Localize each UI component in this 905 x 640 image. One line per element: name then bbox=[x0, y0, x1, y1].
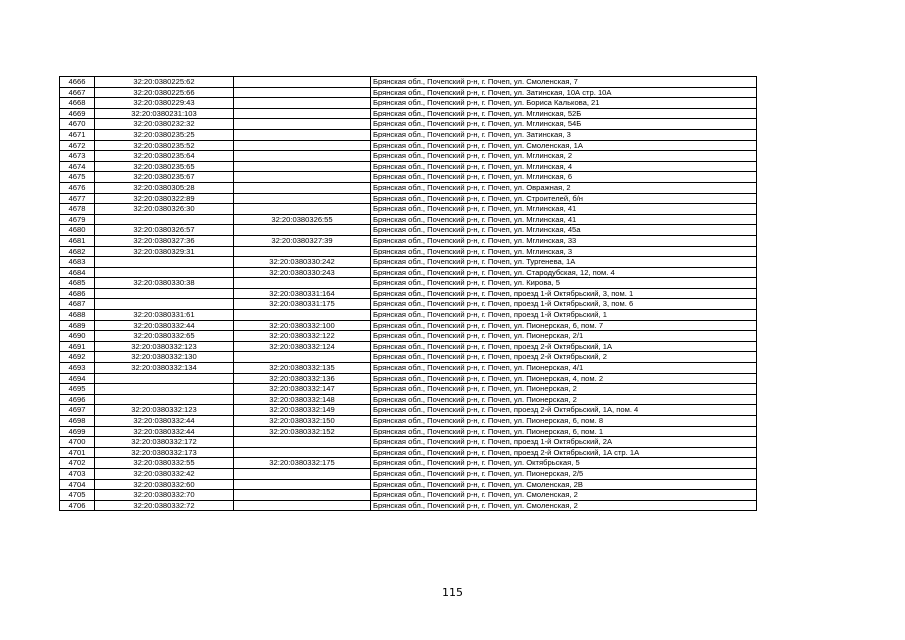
address-cell: Брянская обл., Почепский р-н, г. Почеп, ул. Мглинская, 54Б bbox=[371, 119, 757, 130]
row-number-cell: 4677 bbox=[60, 193, 95, 204]
address-cell: Брянская обл., Почепский р-н, г. Почеп, ул. Смоленская, 2В bbox=[371, 479, 757, 490]
table-row bbox=[60, 310, 757, 321]
row-number-cell: 4688 bbox=[60, 310, 95, 321]
address-cell: Брянская обл., Почепский р-н, г. Почеп, ул. Пионерская, 2 bbox=[371, 394, 757, 405]
address-cell: Брянская обл., Почепский р-н, г. Почеп, ул. Мглинская, 41 bbox=[371, 214, 757, 225]
row-number-cell: 4693 bbox=[60, 363, 95, 374]
cadastral-number-cell: 32:20:0380329:31 bbox=[95, 246, 234, 257]
row-number-cell: 4703 bbox=[60, 468, 95, 479]
row-number-cell: 4666 bbox=[60, 77, 95, 88]
table-row bbox=[60, 384, 757, 395]
table-row bbox=[60, 129, 757, 140]
address-cell: Брянская обл., Почепский р-н, г. Почеп, ул. Пионерская, 4, пом. 2 bbox=[371, 373, 757, 384]
cadastral-number-cell: 32:20:0380326:57 bbox=[95, 225, 234, 236]
cadastral-number-cell: 32:20:0380330:38 bbox=[95, 278, 234, 289]
address-cell: Брянская обл., Почепский р-н, г. Почеп, ул. Мглинская, 52Б bbox=[371, 108, 757, 119]
table-row bbox=[60, 500, 757, 511]
table-row bbox=[60, 257, 757, 268]
cadastral-number-cell: 32:20:0380332:130 bbox=[95, 352, 234, 363]
address-cell: Брянская обл., Почепский р-н, г. Почеп, проезд 1-й Октябрьский, 3, пом. 1 bbox=[371, 288, 757, 299]
related-cadastral-number-cell bbox=[234, 479, 371, 490]
table-row bbox=[60, 405, 757, 416]
cadastral-number-cell: 32:20:0380235:64 bbox=[95, 151, 234, 162]
related-cadastral-number-cell bbox=[234, 278, 371, 289]
row-number-cell: 4667 bbox=[60, 87, 95, 98]
related-cadastral-number-cell bbox=[234, 108, 371, 119]
table-row bbox=[60, 161, 757, 172]
related-cadastral-number-cell bbox=[234, 119, 371, 130]
cadastral-number-cell: 32:20:0380235:52 bbox=[95, 140, 234, 151]
cadastral-number-cell: 32:20:0380332:134 bbox=[95, 363, 234, 374]
row-number-cell: 4669 bbox=[60, 108, 95, 119]
related-cadastral-number-cell bbox=[234, 140, 371, 151]
cadastral-number-cell: 32:20:0380332:42 bbox=[95, 468, 234, 479]
cadastral-number-cell: 32:20:0380235:25 bbox=[95, 129, 234, 140]
address-cell: Брянская обл., Почепский р-н, г. Почеп, проезд 2-й Октябрьский, 1А bbox=[371, 341, 757, 352]
related-cadastral-number-cell: 32:20:0380332:122 bbox=[234, 331, 371, 342]
cadastral-number-cell: 32:20:0380332:44 bbox=[95, 320, 234, 331]
address-cell: Брянская обл., Почепский р-н, г. Почеп, ул. Смоленская, 2 bbox=[371, 500, 757, 511]
row-number-cell: 4681 bbox=[60, 235, 95, 246]
table-row bbox=[60, 204, 757, 215]
row-number-cell: 4690 bbox=[60, 331, 95, 342]
related-cadastral-number-cell bbox=[234, 246, 371, 257]
address-cell: Брянская обл., Почепский р-н, г. Почеп, ул. Пионерская, 2 bbox=[371, 384, 757, 395]
address-cell: Брянская обл., Почепский р-н, г. Почеп, ул. Пионерская, 2/5 bbox=[371, 468, 757, 479]
table-row bbox=[60, 77, 757, 88]
address-cell: Брянская обл., Почепский р-н, г. Почеп, проезд 2-й Октябрьский, 2 bbox=[371, 352, 757, 363]
related-cadastral-number-cell: 32:20:0380332:152 bbox=[234, 426, 371, 437]
related-cadastral-number-cell: 32:20:0380330:242 bbox=[234, 257, 371, 268]
cadastral-number-cell bbox=[95, 394, 234, 405]
cadastral-number-cell: 32:20:0380332:123 bbox=[95, 405, 234, 416]
related-cadastral-number-cell bbox=[234, 490, 371, 501]
row-number-cell: 4699 bbox=[60, 426, 95, 437]
table-row bbox=[60, 426, 757, 437]
table-body bbox=[60, 77, 757, 511]
table-row bbox=[60, 468, 757, 479]
related-cadastral-number-cell: 32:20:0380332:100 bbox=[234, 320, 371, 331]
address-cell: Брянская обл., Почепский р-н, г. Почеп, ул. Мглинская, 41 bbox=[371, 204, 757, 215]
related-cadastral-number-cell bbox=[234, 447, 371, 458]
address-cell: Брянская обл., Почепский р-н, г. Почеп, ул. Мглинская, 6 bbox=[371, 172, 757, 183]
row-number-cell: 4687 bbox=[60, 299, 95, 310]
address-cell: Брянская обл., Почепский р-н, г. Почеп, проезд 1-й Октябрьский, 1 bbox=[371, 310, 757, 321]
table-row bbox=[60, 140, 757, 151]
row-number-cell: 4696 bbox=[60, 394, 95, 405]
row-number-cell: 4684 bbox=[60, 267, 95, 278]
table-row bbox=[60, 172, 757, 183]
address-cell: Брянская обл., Почепский р-н, г. Почеп, проезд 1-й Октябрьский, 2А bbox=[371, 437, 757, 448]
cadastral-number-cell: 32:20:0380332:172 bbox=[95, 437, 234, 448]
table-row bbox=[60, 108, 757, 119]
cadastral-number-cell bbox=[95, 384, 234, 395]
row-number-cell: 4701 bbox=[60, 447, 95, 458]
address-cell: Брянская обл., Почепский р-н, г. Почеп, ул. Тургенева, 1А bbox=[371, 257, 757, 268]
related-cadastral-number-cell: 32:20:0380332:147 bbox=[234, 384, 371, 395]
related-cadastral-number-cell bbox=[234, 204, 371, 215]
related-cadastral-number-cell: 32:20:0380330:243 bbox=[234, 267, 371, 278]
related-cadastral-number-cell: 32:20:0380332:149 bbox=[234, 405, 371, 416]
address-cell: Брянская обл., Почепский р-н, г. Почеп, ул. Мглинская, 4 bbox=[371, 161, 757, 172]
cadastral-number-cell: 32:20:0380235:67 bbox=[95, 172, 234, 183]
cadastral-number-cell bbox=[95, 257, 234, 268]
cadastral-number-cell: 32:20:0380332:65 bbox=[95, 331, 234, 342]
row-number-cell: 4673 bbox=[60, 151, 95, 162]
row-number-cell: 4691 bbox=[60, 341, 95, 352]
related-cadastral-number-cell bbox=[234, 161, 371, 172]
cadastral-number-cell bbox=[95, 288, 234, 299]
cadastral-number-cell: 32:20:0380332:123 bbox=[95, 341, 234, 352]
table-row bbox=[60, 437, 757, 448]
table-row bbox=[60, 331, 757, 342]
cadastral-number-cell bbox=[95, 214, 234, 225]
table-row bbox=[60, 235, 757, 246]
table-row bbox=[60, 479, 757, 490]
cadastral-number-cell bbox=[95, 299, 234, 310]
cadastral-number-cell: 32:20:0380332:44 bbox=[95, 416, 234, 427]
cadastral-number-cell: 32:20:0380332:72 bbox=[95, 500, 234, 511]
cadastral-number-cell: 32:20:0380332:60 bbox=[95, 479, 234, 490]
related-cadastral-number-cell bbox=[234, 310, 371, 321]
cadastral-number-cell: 32:20:0380231:103 bbox=[95, 108, 234, 119]
address-cell: Брянская обл., Почепский р-н, г. Почеп, проезд 2-й Октябрьский, 1А стр. 1А bbox=[371, 447, 757, 458]
table-row bbox=[60, 87, 757, 98]
row-number-cell: 4704 bbox=[60, 479, 95, 490]
table-row bbox=[60, 151, 757, 162]
page-number: 115 bbox=[442, 586, 463, 599]
related-cadastral-number-cell: 32:20:0380327:39 bbox=[234, 235, 371, 246]
related-cadastral-number-cell: 32:20:0380331:164 bbox=[234, 288, 371, 299]
related-cadastral-number-cell: 32:20:0380332:148 bbox=[234, 394, 371, 405]
related-cadastral-number-cell: 32:20:0380332:150 bbox=[234, 416, 371, 427]
address-cell: Брянская обл., Почепский р-н, г. Почеп, ул. Мглинская, 45а bbox=[371, 225, 757, 236]
cadastral-number-cell: 32:20:0380225:62 bbox=[95, 77, 234, 88]
table-row bbox=[60, 225, 757, 236]
address-cell: Брянская обл., Почепский р-н, г. Почеп, ул. Мглинская, 2 bbox=[371, 151, 757, 162]
row-number-cell: 4700 bbox=[60, 437, 95, 448]
address-cell: Брянская обл., Почепский р-н, г. Почеп, ул. Октябрьская, 5 bbox=[371, 458, 757, 469]
related-cadastral-number-cell: 32:20:0380332:124 bbox=[234, 341, 371, 352]
row-number-cell: 4689 bbox=[60, 320, 95, 331]
cadastral-number-cell: 32:20:0380332:70 bbox=[95, 490, 234, 501]
row-number-cell: 4672 bbox=[60, 140, 95, 151]
address-cell: Брянская обл., Почепский р-н, г. Почеп, ул. Затинская, 3 bbox=[371, 129, 757, 140]
cadastral-number-cell: 32:20:0380232:32 bbox=[95, 119, 234, 130]
table-row bbox=[60, 98, 757, 109]
property-register-table bbox=[59, 76, 757, 511]
address-cell: Брянская обл., Почепский р-н, г. Почеп, проезд 1-й Октябрьский, 3, пом. 6 bbox=[371, 299, 757, 310]
related-cadastral-number-cell: 32:20:0380332:175 bbox=[234, 458, 371, 469]
row-number-cell: 4680 bbox=[60, 225, 95, 236]
address-cell: Брянская обл., Почепский р-н, г. Почеп, ул. Смоленская, 7 bbox=[371, 77, 757, 88]
cadastral-number-cell: 32:20:0380326:30 bbox=[95, 204, 234, 215]
address-cell: Брянская обл., Почепский р-н, г. Почеп, ул. Стародубская, 12, пом. 4 bbox=[371, 267, 757, 278]
related-cadastral-number-cell bbox=[234, 193, 371, 204]
row-number-cell: 4686 bbox=[60, 288, 95, 299]
row-number-cell: 4692 bbox=[60, 352, 95, 363]
address-cell: Брянская обл., Почепский р-н, г. Почеп, ул. Пионерская, 2/1 bbox=[371, 331, 757, 342]
related-cadastral-number-cell bbox=[234, 98, 371, 109]
cadastral-number-cell: 32:20:0380235:65 bbox=[95, 161, 234, 172]
address-cell: Брянская обл., Почепский р-н, г. Почеп, проезд 2-й Октябрьский, 1А, пом. 4 bbox=[371, 405, 757, 416]
row-number-cell: 4675 bbox=[60, 172, 95, 183]
related-cadastral-number-cell bbox=[234, 172, 371, 183]
row-number-cell: 4670 bbox=[60, 119, 95, 130]
cadastral-number-cell: 32:20:0380322:89 bbox=[95, 193, 234, 204]
address-cell: Брянская обл., Почепский р-н, г. Почеп, ул. Пионерская, 6, пом. 7 bbox=[371, 320, 757, 331]
address-cell: Брянская обл., Почепский р-н, г. Почеп, ул. Затинская, 10А стр. 10А bbox=[371, 87, 757, 98]
address-cell: Брянская обл., Почепский р-н, г. Почеп, ул. Мглинская, 3 bbox=[371, 246, 757, 257]
cadastral-number-cell: 32:20:0380229:43 bbox=[95, 98, 234, 109]
row-number-cell: 4695 bbox=[60, 384, 95, 395]
row-number-cell: 4697 bbox=[60, 405, 95, 416]
table-row bbox=[60, 373, 757, 384]
row-number-cell: 4682 bbox=[60, 246, 95, 257]
cadastral-number-cell bbox=[95, 267, 234, 278]
row-number-cell: 4702 bbox=[60, 458, 95, 469]
related-cadastral-number-cell: 32:20:0380331:175 bbox=[234, 299, 371, 310]
address-cell: Брянская обл., Почепский р-н, г. Почеп, ул. Кирова, 5 bbox=[371, 278, 757, 289]
address-cell: Брянская обл., Почепский р-н, г. Почеп, ул. Смоленская, 1А bbox=[371, 140, 757, 151]
table-row bbox=[60, 458, 757, 469]
related-cadastral-number-cell bbox=[234, 225, 371, 236]
row-number-cell: 4685 bbox=[60, 278, 95, 289]
row-number-cell: 4676 bbox=[60, 182, 95, 193]
cadastral-number-cell: 32:20:0380332:44 bbox=[95, 426, 234, 437]
address-cell: Брянская обл., Почепский р-н, г. Почеп, ул. Смоленская, 2 bbox=[371, 490, 757, 501]
address-cell: Брянская обл., Почепский р-н, г. Почеп, ул. Строителей, б/н bbox=[371, 193, 757, 204]
row-number-cell: 4668 bbox=[60, 98, 95, 109]
row-number-cell: 4705 bbox=[60, 490, 95, 501]
cadastral-number-cell: 32:20:0380331:61 bbox=[95, 310, 234, 321]
table-row bbox=[60, 193, 757, 204]
related-cadastral-number-cell bbox=[234, 87, 371, 98]
table-row bbox=[60, 119, 757, 130]
related-cadastral-number-cell bbox=[234, 437, 371, 448]
cadastral-number-cell: 32:20:0380332:173 bbox=[95, 447, 234, 458]
table-row bbox=[60, 288, 757, 299]
related-cadastral-number-cell bbox=[234, 77, 371, 88]
cadastral-number-cell: 32:20:0380327:36 bbox=[95, 235, 234, 246]
cadastral-number-cell: 32:20:0380332:55 bbox=[95, 458, 234, 469]
row-number-cell: 4698 bbox=[60, 416, 95, 427]
row-number-cell: 4674 bbox=[60, 161, 95, 172]
related-cadastral-number-cell bbox=[234, 468, 371, 479]
cadastral-number-cell bbox=[95, 373, 234, 384]
table-row bbox=[60, 341, 757, 352]
table-row bbox=[60, 490, 757, 501]
address-cell: Брянская обл., Почепский р-н, г. Почеп, ул. Пионерская, 6, пом. 1 bbox=[371, 426, 757, 437]
table-row bbox=[60, 416, 757, 427]
related-cadastral-number-cell: 32:20:0380332:136 bbox=[234, 373, 371, 384]
related-cadastral-number-cell bbox=[234, 500, 371, 511]
table-row bbox=[60, 394, 757, 405]
table-row bbox=[60, 278, 757, 289]
related-cadastral-number-cell bbox=[234, 352, 371, 363]
row-number-cell: 4678 bbox=[60, 204, 95, 215]
row-number-cell: 4683 bbox=[60, 257, 95, 268]
table-row bbox=[60, 246, 757, 257]
table-row bbox=[60, 320, 757, 331]
table-row bbox=[60, 267, 757, 278]
cadastral-number-cell: 32:20:0380305:28 bbox=[95, 182, 234, 193]
related-cadastral-number-cell bbox=[234, 182, 371, 193]
table-row bbox=[60, 299, 757, 310]
related-cadastral-number-cell: 32:20:0380332:135 bbox=[234, 363, 371, 374]
table-row bbox=[60, 352, 757, 363]
address-cell: Брянская обл., Почепский р-н, г. Почеп, ул. Мглинская, 33 bbox=[371, 235, 757, 246]
row-number-cell: 4694 bbox=[60, 373, 95, 384]
table-row bbox=[60, 363, 757, 374]
related-cadastral-number-cell: 32:20:0380326:55 bbox=[234, 214, 371, 225]
row-number-cell: 4671 bbox=[60, 129, 95, 140]
related-cadastral-number-cell bbox=[234, 151, 371, 162]
address-cell: Брянская обл., Почепский р-н, г. Почеп, ул. Пионерская, 6, пом. 8 bbox=[371, 416, 757, 427]
address-cell: Брянская обл., Почепский р-н, г. Почеп, ул. Бориса Калькова, 21 bbox=[371, 98, 757, 109]
address-cell: Брянская обл., Почепский р-н, г. Почеп, ул. Овражная, 2 bbox=[371, 182, 757, 193]
table-row bbox=[60, 182, 757, 193]
table-row bbox=[60, 214, 757, 225]
row-number-cell: 4679 bbox=[60, 214, 95, 225]
cadastral-number-cell: 32:20:0380225:66 bbox=[95, 87, 234, 98]
row-number-cell: 4706 bbox=[60, 500, 95, 511]
table-row bbox=[60, 447, 757, 458]
related-cadastral-number-cell bbox=[234, 129, 371, 140]
address-cell: Брянская обл., Почепский р-н, г. Почеп, ул. Пионерская, 4/1 bbox=[371, 363, 757, 374]
